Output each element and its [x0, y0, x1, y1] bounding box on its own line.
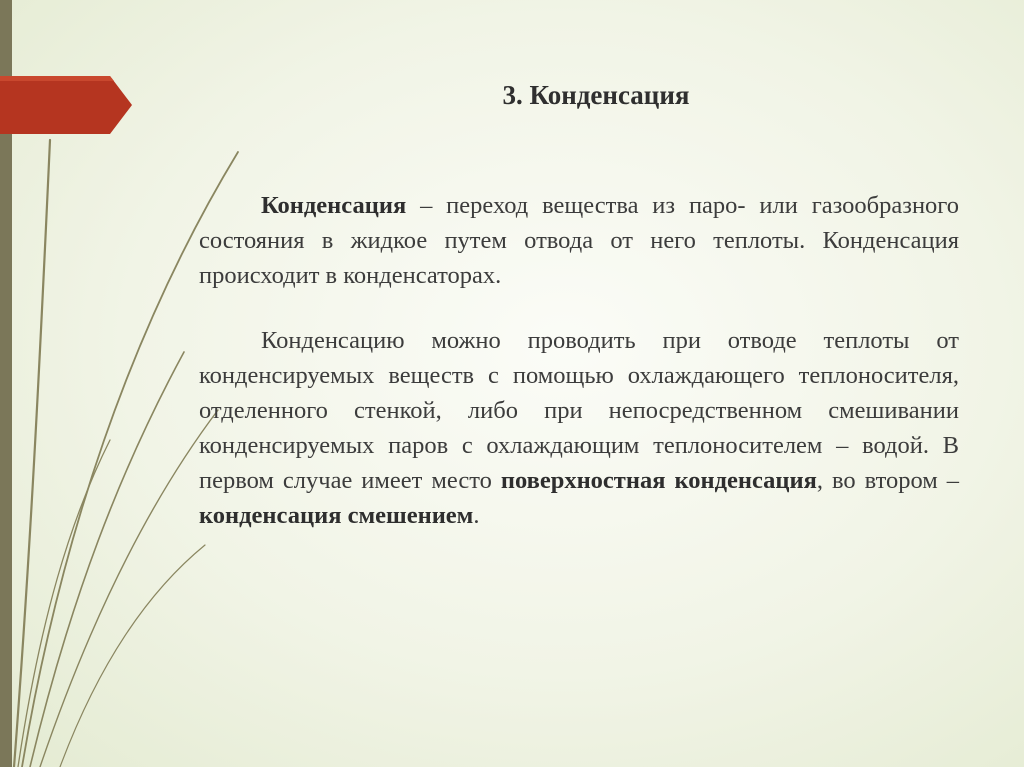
term-mixing-condensation: конденсация смешением — [199, 502, 474, 529]
term-condensation: Конденсация — [261, 192, 407, 219]
slide-body — [199, 188, 959, 563]
definition-text: – переход вещества из паро- или газообразного состояния в жидкое путем отвода от него теплоты. Конденсация происходит в конденсаторах. — [199, 192, 959, 289]
paragraph-definition — [199, 188, 959, 293]
methods-text-start: Конденсацию можно проводить при отводе теплоты от конденсируемых веществ с помощью охлаждающего теплоносителя, отделенного стенкой, либо при непосредственном смешивании конденсируемых паров с охлаждающим теплоносителем – водой. В первом случае имеет место — [199, 327, 959, 494]
paragraph-methods — [199, 323, 959, 533]
methods-text-middle: , во втором – — [816, 467, 959, 494]
slide-title: 3. Конденсация — [502, 80, 690, 110]
term-surface-condensation: поверхностная конденсация — [500, 467, 817, 494]
methods-text-end: . — [473, 502, 480, 529]
